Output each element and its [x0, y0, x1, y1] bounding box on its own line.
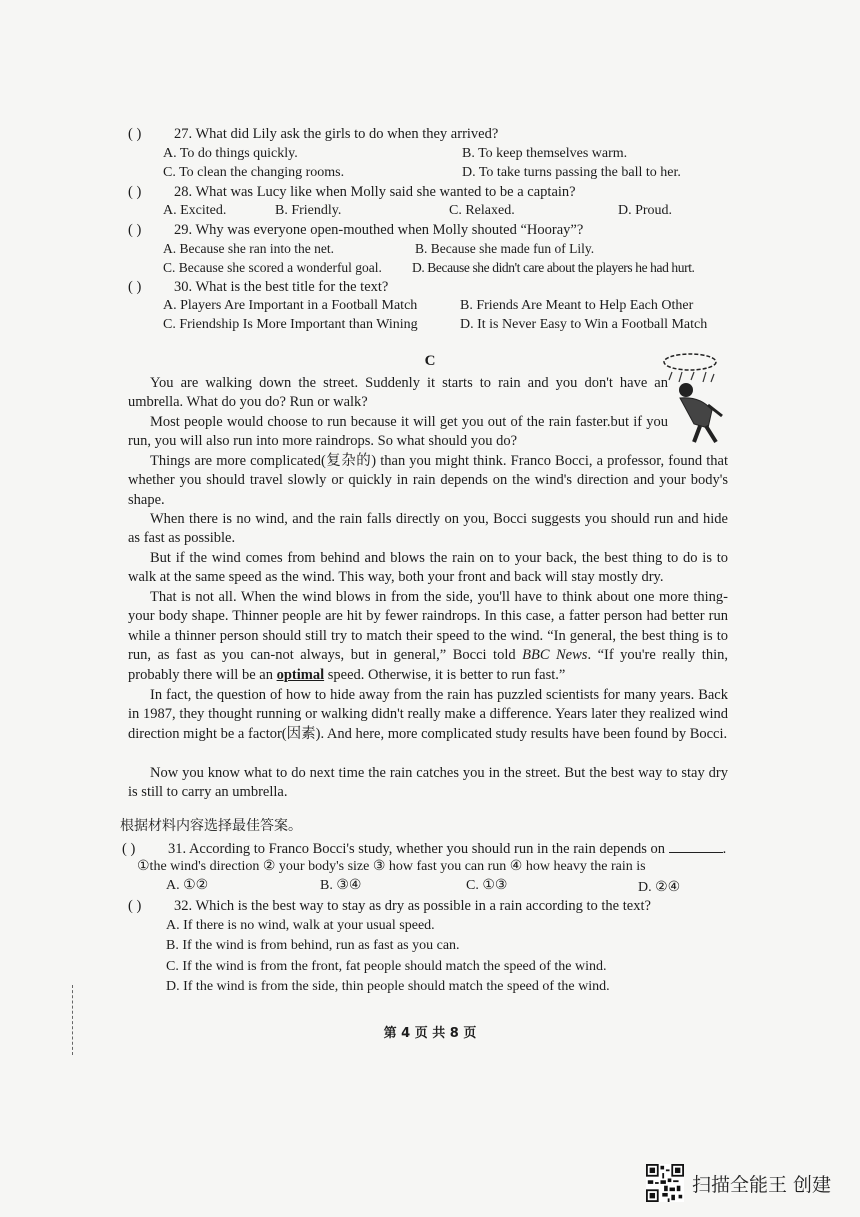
paragraph-8: Now you know what to do next time the rain catches you in the street. But the best way to stay dry is still to carry an umbrella. — [128, 765, 728, 801]
option: C. Because she scored a wonderful goal. — [163, 260, 382, 275]
option: A. Excited. — [163, 203, 227, 218]
option: A. Players Are Important in a Football Match — [163, 298, 418, 313]
paragraph-5: But if the wind comes from behind and blows the rain on to your back, the best thing to do is to walk at the same speed as the wind. This way, both your front and back will stay mostly dry. — [128, 550, 728, 586]
option: C. If the wind is from the front, fat people should match the speed of the wind. — [166, 959, 607, 974]
option: C. Relaxed. — [449, 203, 515, 218]
option: B. If the wind is from behind, run as fast as you can. — [166, 938, 460, 953]
binding-margin-line — [72, 985, 73, 1055]
option: C. To clean the changing rooms. — [163, 165, 345, 180]
question-27 — [128, 126, 498, 143]
option: D. ②④ — [638, 880, 681, 895]
question-31: ( ) 31. According to Franco Bocci's study, whether you should run in the rain depends on . — [122, 841, 727, 857]
option: B. Because she made fun of Lily. — [415, 241, 595, 256]
option: A. Because she ran into the net. — [163, 241, 334, 256]
question-stem: 27. What did Lily ask the girls to do when they arrived? — [174, 126, 499, 142]
paragraph-6-text: That is not all. When the wind blows in from the side, you'll have to think about one more thing-your body shape. Thinner people are hit by fewer raindrops. In this case, a fatter person had better run while a thinner person should still try to match their speed to the wind. “In general, the best thing is to run, as fast as you can-not always, but in general,” Bocci told — [128, 589, 728, 664]
q31-items: ①the wind's direction ② your body's size ③ how fast you can run ④ how heavy the rain is — [137, 859, 646, 874]
answer-paren: ( ) — [128, 898, 142, 914]
option: B. To keep themselves warm. — [462, 146, 628, 161]
option: A. To do things quickly. — [163, 146, 298, 161]
question-30 — [128, 279, 388, 296]
paragraph-6 — [128, 588, 728, 685]
instruction: 根据材料内容选择最佳答案。 — [120, 818, 302, 834]
option: B. ③④ — [320, 878, 362, 893]
question-stem: 31. According to Franco Bocci's study, whether you should run in the rain depends on — [168, 841, 666, 857]
paragraph-6-text: . “If you're really thin, probably there will be an — [128, 647, 728, 683]
paragraph-4: When there is no wind, and the rain falls directly on you, Bocci suggests you should run and hide as fast as possible. — [128, 511, 728, 547]
paragraph-6-text: speed. Otherwise, it is better to run fast.” — [324, 666, 566, 683]
question-stem: 30. What is the best title for the text? — [174, 279, 389, 295]
bbc-news-source: BBC News — [522, 647, 588, 664]
option: D. If the wind is from the side, thin people should match the speed of the wind. — [166, 979, 610, 994]
answer-paren: ( ) — [128, 222, 142, 238]
option: D. It is Never Easy to Win a Football Match — [460, 317, 708, 332]
qr-code-icon — [646, 1164, 684, 1202]
answer-paren: ( ) — [128, 279, 142, 295]
option: D. To take turns passing the ball to her. — [462, 165, 681, 180]
scanner-watermark-text: 扫描全能王 创建 — [692, 1173, 832, 1196]
paragraph-3: Things are more complicated(复杂的) than you might think. Franco Bocci, a professor, found that whether you should travel slowly or quickly in rain depends on the wind's direction and your body's shape. — [128, 453, 728, 508]
answer-paren: ( ) — [128, 126, 142, 142]
question-28 — [128, 184, 576, 201]
option: A. If there is no wind, walk at your usual speed. — [166, 918, 435, 933]
option: C. Friendship Is More Important than Wining — [163, 317, 418, 332]
paragraph-7: In fact, the question of how to hide away from the rain has puzzled scientists for many years. Back in 1987, they thought running or walking didn't really make a difference. Years later they realized wind direction might be a factor(因素). And here, more complicated study results have been found by Bocci. — [128, 687, 728, 742]
option: B. Friendly. — [275, 203, 342, 218]
question-32 — [128, 898, 651, 915]
paragraph-2: Most people would choose to run because it will get you out of the rain faster.but if you run, you will also run into more raindrops. So what should you do? — [128, 414, 668, 450]
answer-blank — [669, 840, 723, 853]
option: D. Proud. — [618, 203, 673, 218]
paragraph-1: You are walking down the street. Suddenly it starts to rain and you don't have an umbrella. What do you do? Run or walk? — [128, 375, 668, 411]
option: C. ①③ — [466, 878, 508, 893]
answer-paren: ( ) — [122, 841, 136, 857]
option: A. ①② — [166, 878, 209, 893]
option: B. Friends Are Meant to Help Each Other — [460, 298, 694, 313]
answer-paren: ( ) — [128, 184, 142, 200]
scanner-watermark — [646, 1164, 831, 1202]
question-stem: 32. Which is the best way to stay as dry as possible in a rain according to the text? — [174, 898, 651, 914]
question-stem: 28. What was Lucy like when Molly said she wanted to be a captain? — [174, 184, 576, 200]
question-29 — [128, 222, 583, 239]
page-number: 第 4 页 共 8 页 — [383, 1026, 477, 1041]
underlined-word: optimal — [276, 666, 325, 683]
question-stem: 29. Why was everyone open-mouthed when Molly shouted “Hooray”? — [174, 222, 584, 238]
option: D. Because she didn't care about the players he had hurt. — [412, 260, 695, 275]
section-title: C — [424, 353, 436, 369]
